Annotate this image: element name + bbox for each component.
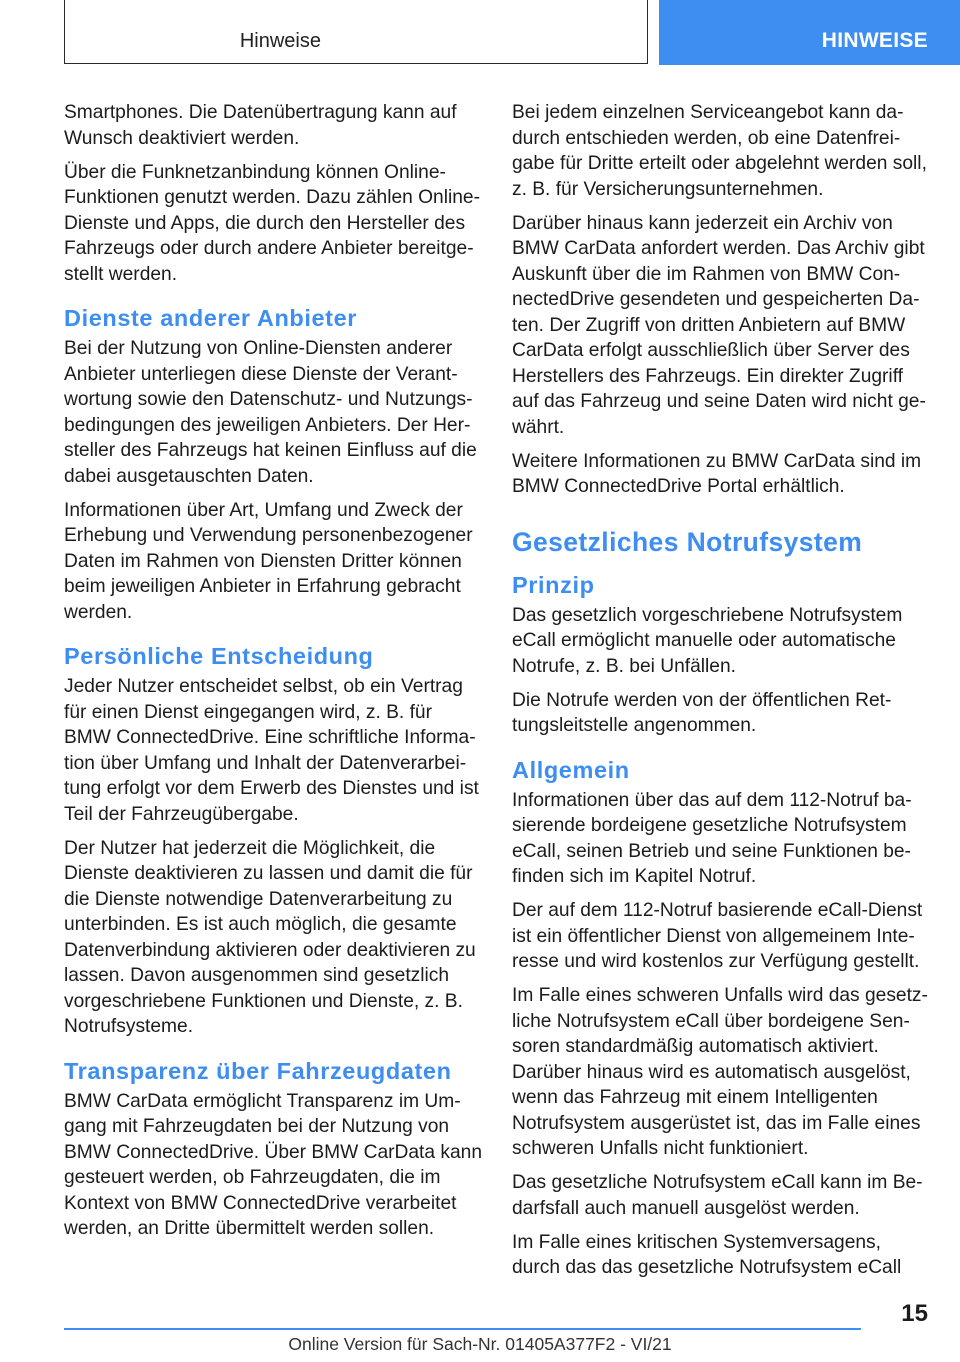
section-title: Hinweise (239, 30, 321, 52)
paragraph: Das gesetzliche Notrufsystem eCall kann im Bedarfsfall auch manuell ausgelöst werden. (512, 1172, 923, 1219)
right-column (512, 100, 928, 1289)
paragraph: Bei jedem einzelnen Serviceangebot kann dadurch entschieden werden, ob eine Datenfreigabe für Dritte erteilt oder abgelehnt werden soll, z. B. für Versicherungsunternehmen. (512, 102, 927, 200)
paragraph: Im Falle eines schweren Unfalls wird das gesetzliche Notrufsystem eCall über bordeigene Sensoren standardmäßig automatisch aktiviert. Darüber hinaus wird es automatisch ausgelöst, wenn das Fahrzeug mit einem Intelligenten Notrufsystem ausgerüstet ist, das im Falle eines schweren Unfalls nicht funktioniert. (512, 985, 928, 1159)
chapter-tab[interactable] (659, 0, 960, 65)
paragraph: Smartphones. Die Datenübertragung kann auf Wunsch deaktiviert werden. (64, 102, 457, 149)
paragraph: Im Falle eines kritischen Systemversagens, durch das das gesetzliche Notrufsystem eCall (512, 1231, 902, 1278)
heading-allgemein: Allgemein (512, 756, 630, 783)
heading-prinzip: Prinzip (512, 571, 595, 598)
paragraph: BMW CarData ermöglicht Transparenz im Umgang mit Fahrzeugdaten bei der Nutzung von BMW ConnectedDrive. Über BMW CarData kann gesteuert werden, ob Fahrzeugdaten, die im Kontext von BMW ConnectedDrive verarbeitet werden, an Dritte übermittelt werden sollen. (64, 1090, 482, 1239)
paragraph: Das gesetzlich vorgeschriebene Notrufsystem eCall ermöglicht manuelle oder automatische Notrufe, z. B. bei Unfällen. (512, 604, 903, 677)
paragraph: Weitere Informationen zu BMW CarData sind im BMW ConnectedDrive Portal erhältlich. (512, 450, 922, 497)
heading-persoenliche-entscheidung: Persönliche Entscheidung (64, 643, 374, 669)
heading-gesetzliches-notrufsystem: Gesetzliches Notrufsystem (512, 526, 863, 557)
paragraph: Jeder Nutzer entscheidet selbst, ob ein Vertrag für einen Dienst eingegangen wird, z. B. für BMW ConnectedDrive. Eine schriftliche Information über Umfang und Inhalt der Datenverarbeitung erfolgt vor dem Erwerb des Dienstes und ist Teil der Fahrzeugübergabe. (64, 676, 479, 825)
page-number: 15 (901, 1300, 928, 1327)
chapter-tab-label: HINWEISE (821, 29, 928, 52)
left-column (64, 100, 482, 1250)
paragraph: Darüber hinaus kann jederzeit ein Archiv von BMW CarData anfordert werden. Das Archiv gibt Auskunft über die im Rahmen von BMW ConnectedDrive gesendeten und gespeicherten Daten. Der Zugriff von dritten Anbietern auf BMW CarData erfolgt ausschließlich über Server des Herstellers des Fahrzeugs. Ein direkter Zugriff auf das Fahrzeug und seine Daten wird nicht gewährt. (512, 212, 926, 438)
paragraph: Über die Funknetzanbindung können Online-Funktionen genutzt werden. Dazu zählen Online-Dienste und Apps, die durch den Hersteller des Fahrzeugs oder durch andere Anbieter bereitgestellt werden. (64, 161, 480, 285)
heading-dienste-anderer-anbieter: Dienste anderer Anbieter (64, 305, 358, 331)
paragraph: Der auf dem 112-Notruf basierende eCall-Dienst ist ein öffentlicher Dienst von allgemeinem Interesse und wird kostenlos zur Verfügung gestellt. (512, 900, 923, 972)
heading-transparenz: Transparenz über Fahrzeugdaten (64, 1057, 452, 1084)
footer-text: Online Version für Sach-Nr. 01405A377F2 - VI/21 (288, 1334, 672, 1354)
paragraph: Informationen über das auf dem 112-Notruf basierende bordeigene gesetzliche Notrufsystem eCall, seinen Betrieb und seine Funktionen befinden sich im Kapitel Notruf. (512, 789, 912, 887)
footer-divider (64, 1328, 861, 1330)
header-frame (64, 0, 648, 64)
paragraph: Die Notrufe werden von der öffentlichen Rettungsleitstelle angenommen. (512, 689, 892, 736)
paragraph: Informationen über Art, Umfang und Zweck der Erhebung und Verwendung personenbezogener Daten im Rahmen von Diensten Dritter können beim jeweiligen Anbieter in Erfahrung gebracht werden. (64, 499, 473, 623)
paragraph: Der Nutzer hat jederzeit die Möglichkeit, die Dienste deaktivieren zu lassen und damit die für die Dienste notwendige Datenverarbeitung zu unterbinden. Es ist auch möglich, die gesamte Datenverbindung aktivieren oder deaktivieren zu lassen. Davon ausgenommen sind gesetzlich vorgeschriebene Funktionen und Dienste, z. B. Notrufsysteme. (64, 837, 476, 1037)
paragraph: Bei der Nutzung von Online-Diensten anderer Anbieter unterliegen diese Dienste der Verantwortung sowie den Datenschutz- und Nutzungsbedingungen des jeweiligen Anbieters. Der Hersteller des Fahrzeugs hat keinen Einfluss auf die dabei ausgetauschten Daten. (64, 338, 477, 487)
